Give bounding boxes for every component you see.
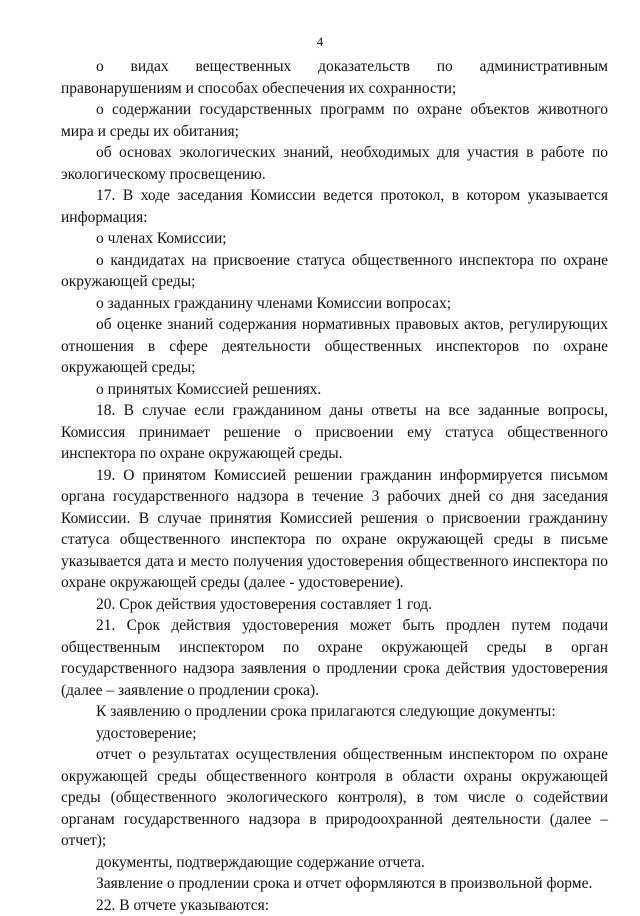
paragraph-clause-20: 20. Срок действия удостоверения составляет 1 год. <box>61 594 608 616</box>
paragraph-clause-21: 21. Срок действия удостоверения может быть продлен путем подачи общественным инспектором по охране окружающей среды в орган государственного надзора заявления о продлении срока действия удостоверения (далее – заявление о продлении срока). <box>61 615 608 701</box>
paragraph-decisions: о принятых Комиссией решениях. <box>61 379 608 401</box>
paragraph-state-programs: о содержании государственных программ по охране объектов животного мира и среды их обитания; <box>61 99 608 142</box>
paragraph-questions-asked: о заданных гражданину членами Комиссии вопросах; <box>61 293 608 315</box>
paragraph-evidence-types: о видах вещественных доказательств по административным правонарушениям и способах обеспечения их сохранности; <box>61 56 608 99</box>
paragraph-supporting-documents: документы, подтверждающие содержание отчета. <box>61 852 608 874</box>
paragraph-knowledge-assessment: об оценке знаний содержания нормативных правовых актов, регулирующих отношения в сфере деятельности общественных инспекторов по охране окружающей среды; <box>61 314 608 379</box>
paragraph-free-form: Заявление о продлении срока и отчет оформляются в произвольной форме. <box>61 873 608 895</box>
paragraph-clause-17: 17. В ходе заседания Комиссии ведется протокол, в котором указывается информация: <box>61 185 608 228</box>
page-number: 4 <box>0 34 640 50</box>
document-body <box>61 56 608 916</box>
paragraph-certificate: удостоверение; <box>61 723 608 745</box>
paragraph-clause-18: 18. В случае если гражданином даны ответы на все заданные вопросы, Комиссия принимает решение о присвоении ему статуса общественного инспектора по охране окружающей среды. <box>61 400 608 465</box>
paragraph-ecological-knowledge: об основах экологических знаний, необходимых для участия в работе по экологическому просвещению. <box>61 142 608 185</box>
paragraph-clause-22: 22. В отчете указываются: <box>61 895 608 916</box>
paragraph-clause-19: 19. О принятом Комиссией решении гражданин информируется письмом органа государственного надзора в течение 3 рабочих дней со дня заседания Комиссии. В случае принятия Комиссией решения о присвоении гражданину статуса общественного инспектора по охране окружающей среды в письме указывается дата и место получения удостоверения общественного инспектора по охране окружающей среды (далее - удостоверение). <box>61 465 608 594</box>
paragraph-attached-documents: К заявлению о продлении срока прилагаются следующие документы: <box>61 701 608 723</box>
paragraph-report: отчет о результатах осуществления общественным инспектором по охране окружающей среды общественного контроля в области охраны окружающей среды (общественного экологического контроля), в том числе о содействии органам государственного надзора в природоохранной деятельности (далее – отчет); <box>61 744 608 852</box>
paragraph-candidates: о кандидатах на присвоение статуса общественного инспектора по охране окружающей среды; <box>61 250 608 293</box>
paragraph-commission-members: о членах Комиссии; <box>61 228 608 250</box>
